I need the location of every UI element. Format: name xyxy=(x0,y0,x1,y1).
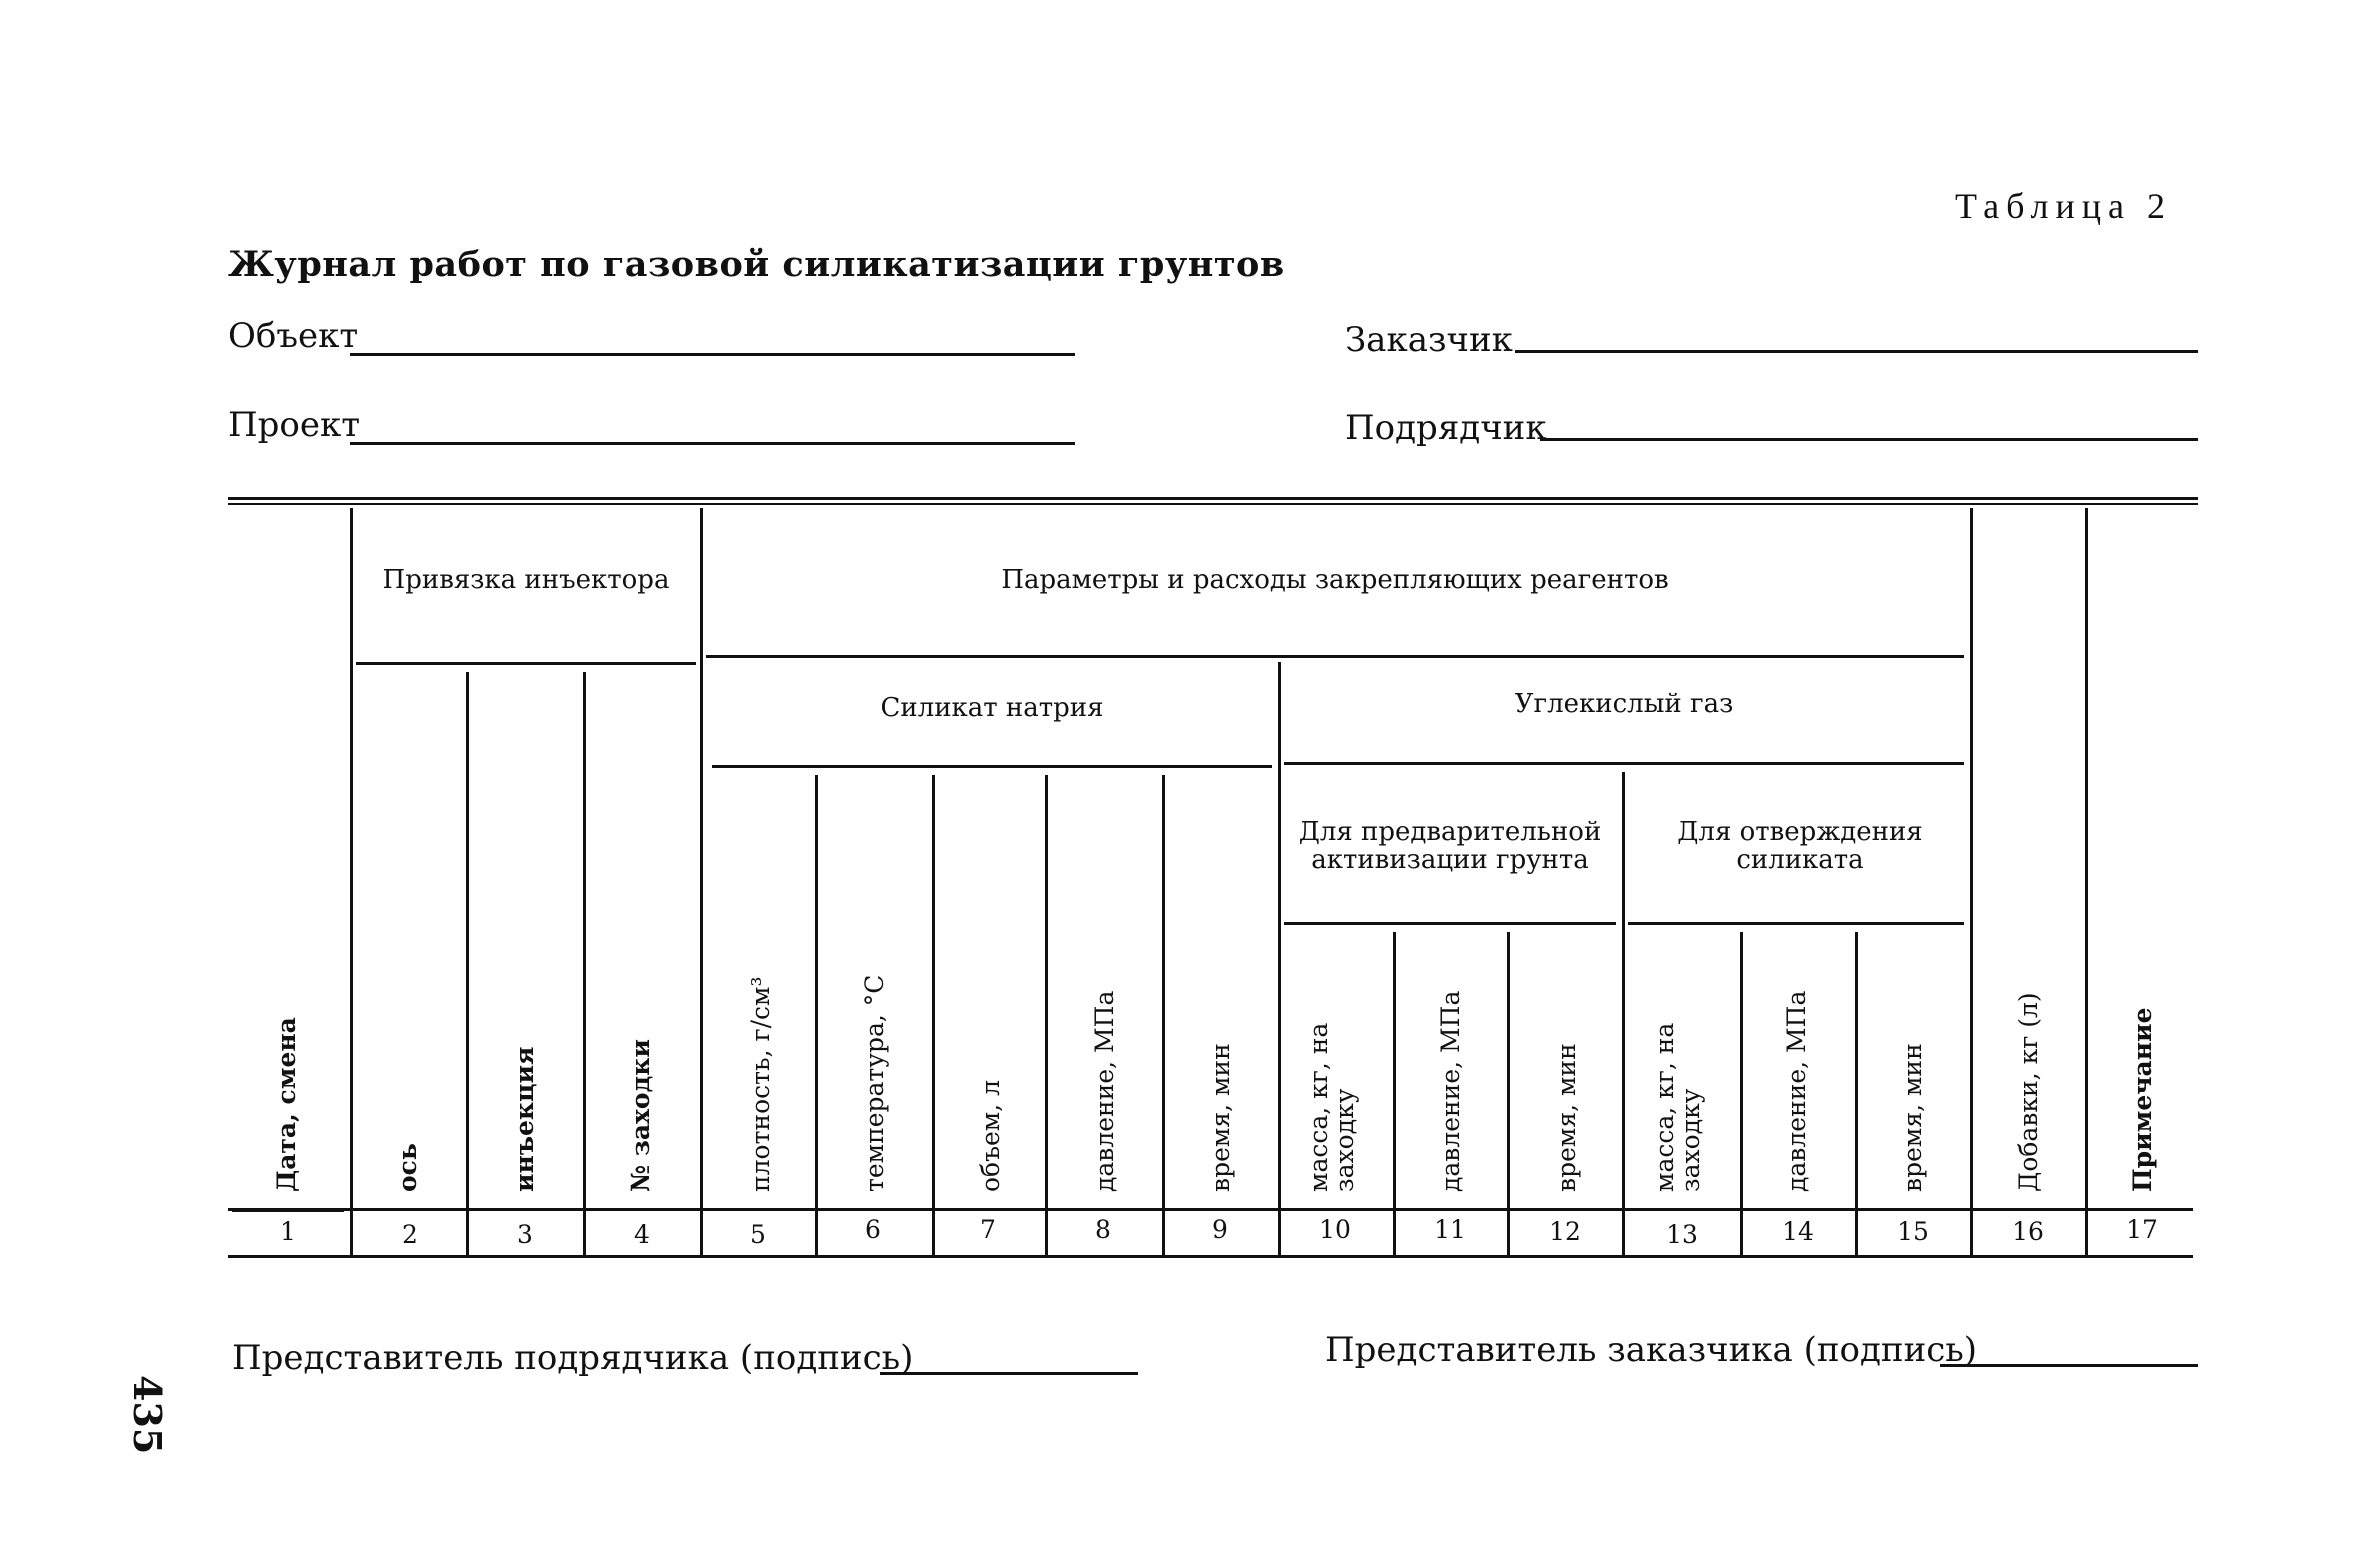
col-border xyxy=(466,672,469,1255)
col-number: 14 xyxy=(1782,1217,1814,1246)
col-border xyxy=(1740,932,1743,1255)
col-border xyxy=(1970,508,1973,1255)
col-label-date: Дата, смена xyxy=(272,1017,301,1192)
col-border xyxy=(1278,662,1281,1255)
col-border xyxy=(700,508,703,1255)
col-label-axis: ось xyxy=(393,1143,422,1192)
col-number: 11 xyxy=(1434,1215,1466,1244)
col-number: 16 xyxy=(2012,1217,2044,1246)
customer-label: Заказчик xyxy=(1345,320,1513,360)
col-number: 2 xyxy=(402,1220,418,1249)
col-border xyxy=(1045,775,1048,1255)
col-number: 15 xyxy=(1897,1217,1929,1246)
numbers-row-line xyxy=(228,1208,2193,1211)
col-number: 3 xyxy=(517,1220,533,1249)
hardening-line xyxy=(1628,922,1964,925)
silicate-hardening-header: Для отверждения силиката xyxy=(1677,817,1923,875)
cell-line xyxy=(232,1210,344,1212)
col-number: 7 xyxy=(980,1215,996,1244)
col-number: 4 xyxy=(634,1220,650,1249)
col-number: 13 xyxy=(1666,1220,1698,1249)
col-border xyxy=(932,775,935,1255)
col-number: 8 xyxy=(1095,1215,1111,1244)
table-label: Таблица 2 xyxy=(1955,186,2172,226)
project-label: Проект xyxy=(228,405,361,445)
pre-activation-header: Для предварительной активизации грунта xyxy=(1298,817,1602,875)
col-label-mass: масса, кг, на заходку xyxy=(1304,1022,1359,1192)
col-label-time: время, мин xyxy=(1552,1043,1581,1192)
col-border xyxy=(1622,772,1625,1255)
col-label-volume: объем, л xyxy=(976,1079,1005,1192)
col-label-pressure: давление, МПа xyxy=(1436,990,1465,1192)
col-label-pressure: давление, МПа xyxy=(1090,990,1119,1192)
col-label-time: время, мин xyxy=(1206,1043,1235,1192)
injector-subheader-line xyxy=(356,662,696,665)
contractor-field-line[interactable] xyxy=(1540,438,2198,441)
col-border xyxy=(815,775,818,1255)
contractor-label: Подрядчик xyxy=(1345,408,1547,448)
col-number: 9 xyxy=(1212,1215,1228,1244)
col-number: 5 xyxy=(750,1220,766,1249)
col-number: 6 xyxy=(865,1215,881,1244)
col-border xyxy=(1855,932,1858,1255)
carbon-dioxide-header: Углекислый газ xyxy=(1514,689,1734,719)
sodium-silicate-header: Силикат натрия xyxy=(880,693,1104,723)
col-label-note: Примечание xyxy=(2128,1007,2157,1192)
col-label-injection: инъекция xyxy=(510,1046,539,1192)
table-top-border xyxy=(228,497,2198,500)
gas-subheader-line xyxy=(1284,762,1964,765)
object-field-line[interactable] xyxy=(350,353,1075,356)
col-label-additives: Добавки, кг (л) xyxy=(2014,992,2043,1192)
col-number: 12 xyxy=(1549,1217,1581,1246)
col-label-stage-no: № заходки xyxy=(626,1039,655,1192)
col-label-density: плотность, г/см³ xyxy=(746,976,775,1192)
table-bottom-border xyxy=(228,1255,2193,1258)
table-top-border-inner xyxy=(228,503,2198,505)
reagents-header: Параметры и расходы закрепляющих реагентов xyxy=(1001,565,1669,595)
page-title: Журнал работ по газовой силикатизации грунтов xyxy=(228,244,1285,285)
injector-binding-header: Привязка инъектора xyxy=(382,565,670,595)
col-number: 10 xyxy=(1319,1215,1351,1244)
col-border xyxy=(1162,775,1165,1255)
col-label-temperature: температура, °С xyxy=(860,974,889,1192)
contractor-signature-line[interactable] xyxy=(880,1372,1138,1375)
col-border xyxy=(583,672,586,1255)
col-number: 17 xyxy=(2126,1215,2158,1244)
col-border xyxy=(1393,932,1396,1255)
project-field-line[interactable] xyxy=(350,442,1075,445)
object-label: Объект xyxy=(228,316,359,356)
col-border xyxy=(2085,508,2088,1255)
customer-signature-line[interactable] xyxy=(1940,1364,2198,1367)
col-number: 1 xyxy=(280,1217,296,1246)
col-border xyxy=(350,508,353,1255)
page-number: 435 xyxy=(125,1375,170,1455)
customer-rep-label: Представитель заказчика (подпись) xyxy=(1325,1330,1978,1370)
contractor-rep-label: Представитель подрядчика (подпись) xyxy=(232,1338,914,1378)
col-label-pressure: давление, МПа xyxy=(1782,990,1811,1192)
pre-activation-line xyxy=(1284,922,1616,925)
silicate-subheader-line xyxy=(712,765,1272,768)
customer-field-line[interactable] xyxy=(1515,350,2198,353)
reagents-subheader-line xyxy=(706,655,1964,658)
col-label-time: время, мин xyxy=(1898,1043,1927,1192)
col-border xyxy=(1507,932,1510,1255)
col-label-mass: масса, кг, на заходку xyxy=(1650,1022,1705,1192)
